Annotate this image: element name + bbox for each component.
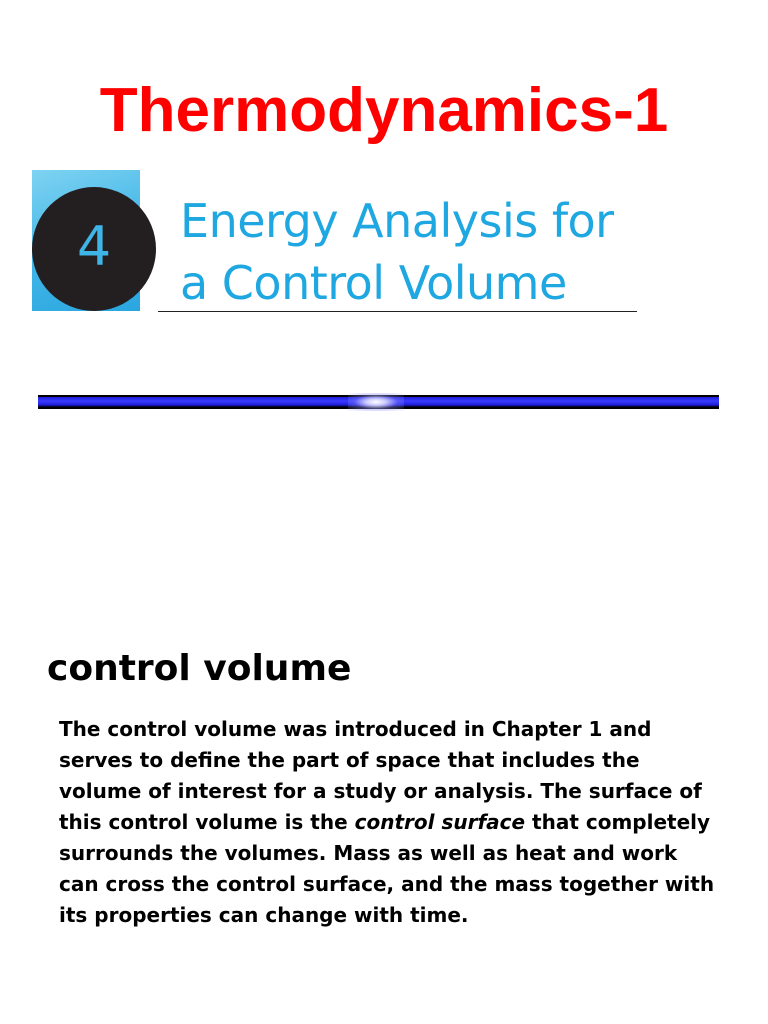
document-title: Thermodynamics-1: [99, 76, 669, 145]
chapter-heading-line-2: a Control Volume: [180, 256, 567, 310]
chapter-number: 4: [76, 215, 112, 278]
chapter-underline: [158, 311, 637, 312]
paragraph-emphasis: control surface: [354, 810, 526, 834]
chapter-number-badge: [32, 187, 156, 311]
divider-glow: [348, 393, 404, 411]
chapter-banner: [32, 170, 652, 315]
section-heading: control volume: [47, 648, 352, 689]
chapter-heading-line-1: Energy Analysis for: [180, 194, 614, 248]
paragraph-text-1: The control volume was introduced in Chapter 1 and serves to define the part of space that includes the volume of interest for a study or analysis. The surface of this control volume is the: [59, 717, 702, 834]
chapter-heading: [180, 190, 660, 314]
paragraph-text-2: that completely surrounds the volumes. Mass as well as heat and work can cross the control surface, and the mass together with its properties can change with time.: [59, 810, 715, 927]
section-paragraph: [59, 714, 719, 931]
